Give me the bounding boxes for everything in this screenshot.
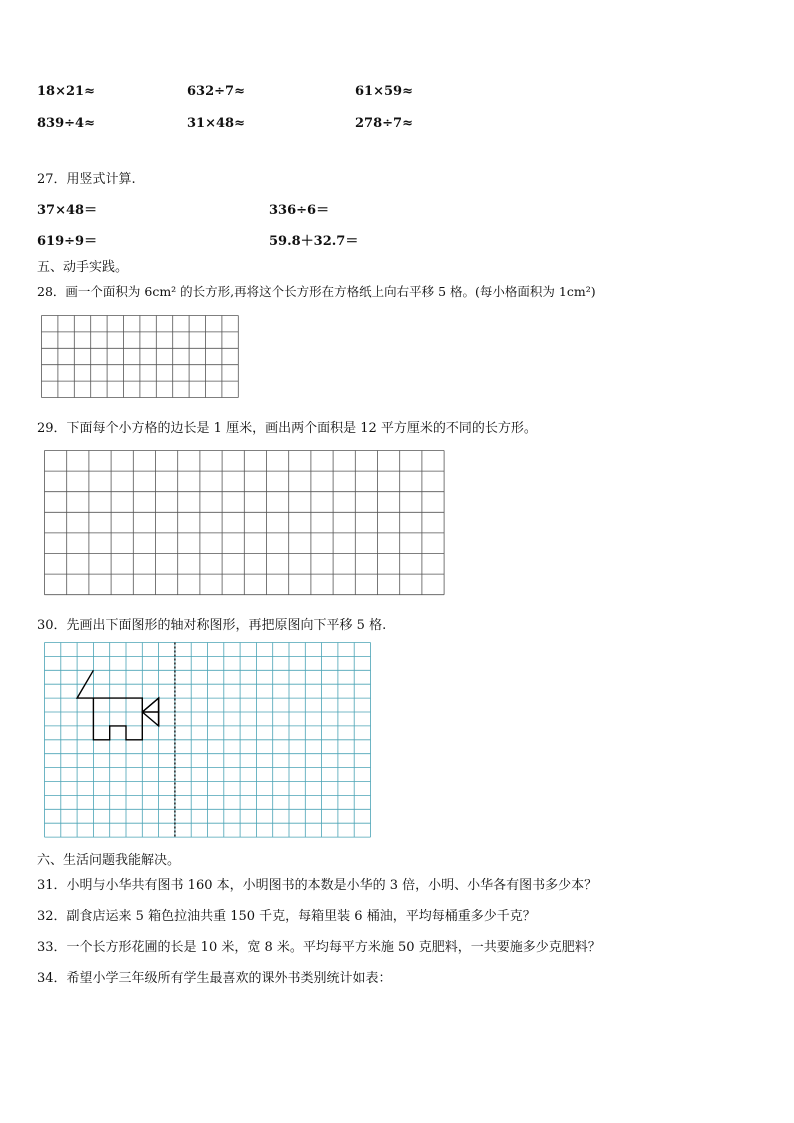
- question-29: 29．下面每个小方格的边长是 1 厘米，画出两个面积是 12 平方厘米的不同的长方形。: [37, 421, 537, 436]
- estimate-1c: 61×59≈: [355, 84, 413, 99]
- question-27-title: 27．用竖式计算.: [37, 172, 136, 187]
- estimate-1a: 18×21≈: [37, 84, 95, 99]
- estimate-2c: 278÷7≈: [355, 116, 413, 131]
- section-6-heading: 六、生活问题我能解决。: [37, 853, 181, 868]
- q27-problem-4: 59.8＋32.7＝: [269, 234, 359, 249]
- question-31: 31．小明与小华共有图书 160 本，小明图书的本数是小华的 3 倍，小明、小华各有图书多少本？: [37, 878, 598, 893]
- q27-problem-2: 336÷6＝: [269, 203, 330, 218]
- grid-q28[interactable]: [41, 315, 241, 399]
- estimate-2b: 31×48≈: [187, 116, 245, 131]
- grid-q30[interactable]: [44, 642, 374, 840]
- question-28: 28．画一个面积为 6cm² 的长方形,再将这个长方形在方格纸上向右平移 5 格。(每小格面积为 1cm²): [37, 284, 596, 299]
- grid-q29[interactable]: [44, 450, 448, 596]
- original-figure: [77, 670, 159, 740]
- section-5-heading: 五、动手实践。: [37, 260, 129, 275]
- estimate-2a: 839÷4≈: [37, 116, 95, 131]
- estimate-1b: 632÷7≈: [187, 84, 245, 99]
- q27-problem-3: 619÷9＝: [37, 234, 98, 249]
- question-32: 32．副食店运来 5 箱色拉油共重 150 千克，每箱里装 6 桶油，平均每桶重多少千克？: [37, 909, 536, 924]
- question-30: 30．先画出下面图形的轴对称图形，再把原图向下平移 5 格.: [37, 618, 387, 633]
- question-33: 33．一个长方形花圃的长是 10 米，宽 8 米。平均每平方米施 50 克肥料，一共要施多少克肥料？: [37, 940, 601, 955]
- q27-problem-1: 37×48＝: [37, 203, 98, 218]
- question-34: 34．希望小学三年级所有学生最喜欢的课外书类别统计如表：: [37, 971, 392, 986]
